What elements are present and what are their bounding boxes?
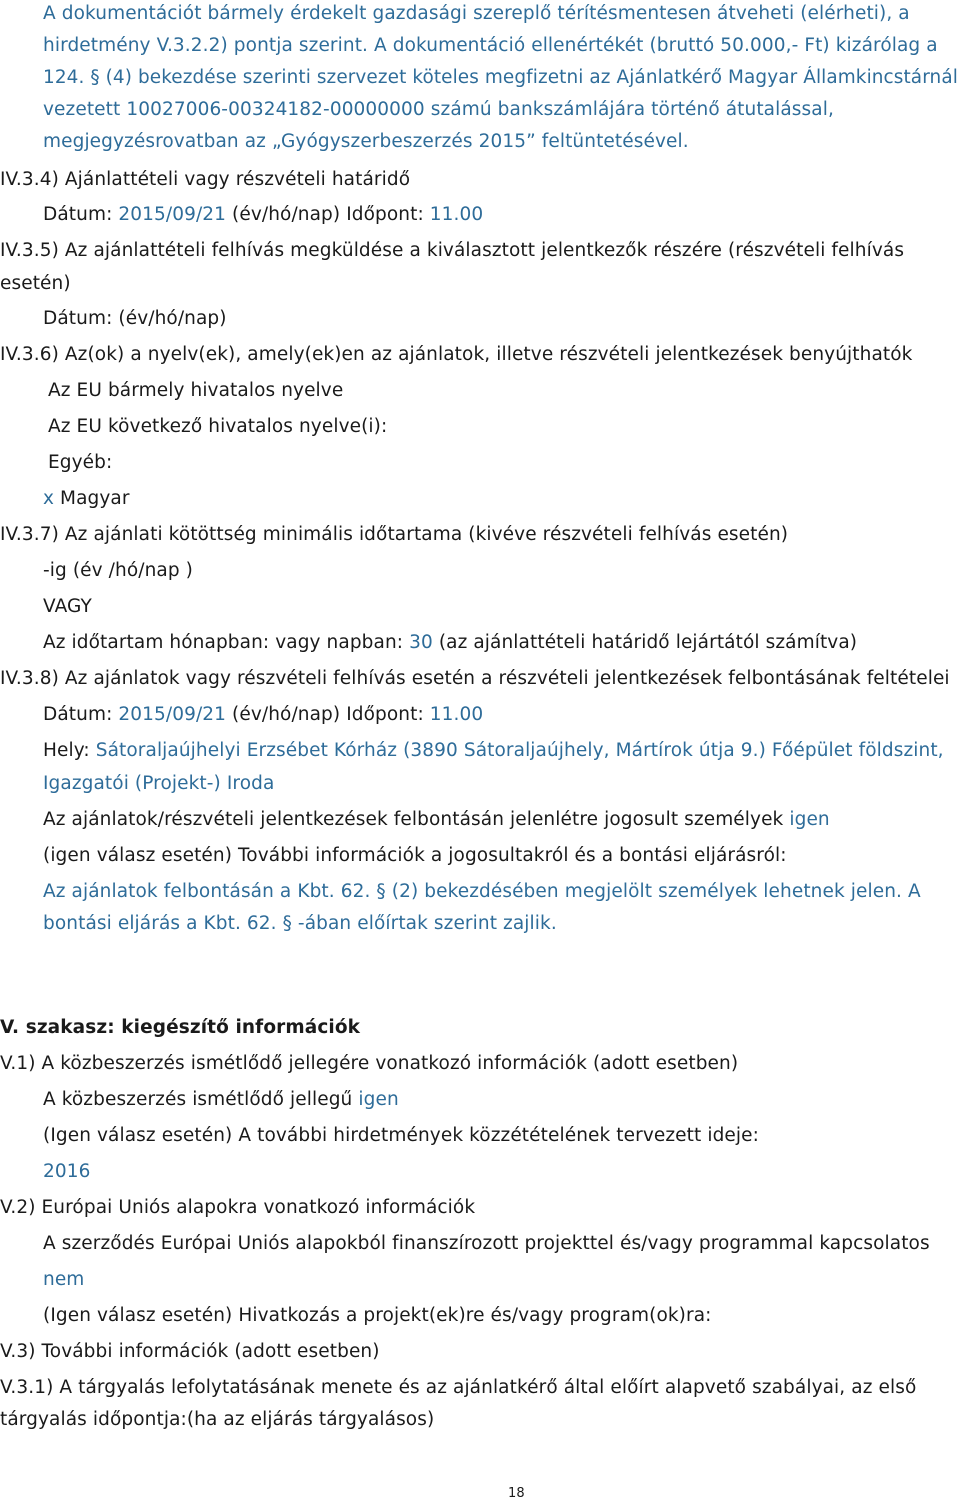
para1-line2: hirdetmény V.3.2.2) pontja szerint. A dokumentáció ellenértékét (bruttó 50.000,- Ft) kizárólag a <box>43 35 938 56</box>
v31-line2: tárgyalás időpontja:(ha az eljárás tárgyalásos) <box>0 1409 435 1430</box>
page-number: 18 <box>508 1486 525 1501</box>
iv36-selected-language <box>43 487 130 511</box>
duration-label: Az időtartam hónapban: vagy napban: <box>43 632 410 653</box>
para1-line1: A dokumentációt bármely érdekelt gazdasági szereplő térítésmentesen átveheti (elérheti), a <box>43 3 910 24</box>
v31-line1: V.3.1) A tárgyalás lefolytatásának menete és az ajánlatkérő által előírt alapvető szabályai, az első <box>0 1377 917 1398</box>
persons-label: Az ajánlatok/részvételi jelentkezések felbontásán jelenlétre jogosult személyek <box>43 809 790 830</box>
date-format: (év/hó/nap) Időpont: <box>226 204 430 225</box>
iv34-date-line <box>43 203 483 227</box>
time-value: 11.00 <box>429 704 484 725</box>
v2-title: V.2) Európai Uniós alapokra vonatkozó információk <box>0 1197 476 1218</box>
iv36-option-any: Az EU bármely hivatalos nyelve <box>48 380 344 401</box>
v1-year: 2016 <box>43 1161 91 1182</box>
iv38-place-line2: Igazgatói (Projekt-) Iroda <box>43 773 275 794</box>
date-label: Dátum: <box>43 204 119 225</box>
iv38-date-line <box>43 703 483 727</box>
para1-line5: megjegyzésrovatban az „Gyógyszerbeszerzés 2015” feltüntetésével. <box>43 131 689 152</box>
iv36-option-other: Egyéb: <box>48 452 113 473</box>
section5-heading: V. szakasz: kiegészítő információk <box>0 1017 361 1038</box>
iv37-or: VAGY <box>43 596 92 617</box>
v1-question: (Igen válasz esetén) A további hirdetmények közzétételének tervezett ideje: <box>43 1125 759 1146</box>
v2-question: (Igen válasz esetén) Hivatkozás a projekt(ek)re és/vagy program(ok)ra: <box>43 1305 712 1326</box>
iv36-title: IV.3.6) Az(ok) a nyelv(ek), amely(ek)en az ajánlatok, illetve részvételi jelentkezések benyújthatók <box>0 344 913 365</box>
v1-recurring-line <box>43 1088 399 1112</box>
iv38-info-line1: Az ajánlatok felbontásán a Kbt. 62. § (2) bekezdésében megjelölt személyek lehetnek jelen. A <box>43 881 921 902</box>
date-label: Dátum: <box>43 704 119 725</box>
v1-recurring-label: A közbeszerzés ismétlődő jellegű <box>43 1089 359 1110</box>
iv37-ig-line: -ig (év /hó/nap ) <box>43 560 193 581</box>
iv34-title: IV.3.4) Ajánlattételi vagy részvételi határidő <box>0 169 411 190</box>
duration-value: 30 <box>409 632 433 653</box>
v2-value: nem <box>43 1269 85 1290</box>
place-label: Hely: <box>43 740 96 761</box>
para1-line3: 124. § (4) bekezdése szerinti szervezet köteles megfizetni az Ajánlatkérő Magyar Államkincstárnál <box>43 67 958 88</box>
persons-value: igen <box>789 809 830 830</box>
iv35-title-line1: IV.3.5) Az ajánlattételi felhívás megküldése a kiválasztott jelentkezők részére (részvételi felhívás <box>0 240 905 261</box>
iv36-option-eu: Az EU következő hivatalos nyelve(i): <box>48 416 388 437</box>
date-value: 2015/09/21 <box>118 204 227 225</box>
v2-label: A szerződés Európai Uniós alapokból finanszírozott projekttel és/vagy programmal kapcsolatos <box>43 1233 930 1254</box>
iv38-info-label: (igen válasz esetén) További információk a jogosultakról és a bontási eljárásról: <box>43 845 787 866</box>
iv35-title-line2: esetén) <box>0 273 71 294</box>
iv35-date-line: Dátum: (év/hó/nap) <box>43 308 227 329</box>
iv37-title: IV.3.7) Az ajánlati kötöttség minimális időtartama (kivéve részvételi felhívás esetén) <box>0 524 789 545</box>
place-value: Sátoraljaújhelyi Erzsébet Kórház (3890 Sátoraljaújhely, Mártírok útja 9.) Főépület földszint, <box>95 740 944 761</box>
iv38-info-line2: bontási eljárás a Kbt. 62. § -ában előírtak szerint zajlik. <box>43 913 557 934</box>
duration-suffix: (az ajánlattételi határidő lejártától számítva) <box>432 632 858 653</box>
date-value: 2015/09/21 <box>118 704 227 725</box>
time-value: 11.00 <box>429 204 484 225</box>
selected-language: Magyar <box>54 488 130 509</box>
v1-title: V.1) A közbeszerzés ismétlődő jellegére vonatkozó információk (adott esetben) <box>0 1053 739 1074</box>
selected-mark: x <box>43 488 55 509</box>
iv38-title: IV.3.8) Az ajánlatok vagy részvételi felhívás esetén a részvételi jelentkezések felbontásának feltételei <box>0 668 950 689</box>
iv38-persons-line <box>43 808 830 832</box>
v3-title: V.3) További információk (adott esetben) <box>0 1341 380 1362</box>
para1-line4: vezetett 10027006-00324182-00000000 számú bankszámlájára történő átutalással, <box>43 99 834 120</box>
iv37-duration-line <box>43 631 857 655</box>
date-format: (év/hó/nap) Időpont: <box>226 704 430 725</box>
v1-recurring-value: igen <box>358 1089 399 1110</box>
iv38-place-line1 <box>43 739 944 763</box>
